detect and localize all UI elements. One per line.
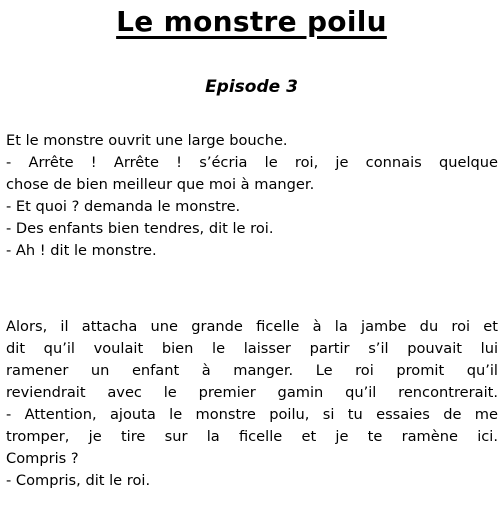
text-line: - Et quoi ? demanda le monstre.: [6, 198, 241, 215]
text-line: ramener un enfant à manger. Le roi promit qu’il: [6, 362, 498, 379]
text-line: chose de bien meilleur que moi à manger.: [6, 176, 315, 193]
text-line: tromper, je tire sur la ficelle et je te ramène ici.: [6, 428, 498, 445]
paragraph-dialogue: [6, 130, 498, 262]
text-line: dit qu’il voulait bien le laisser partir s’il pouvait lui: [6, 340, 498, 357]
text-line: Compris ?: [6, 450, 79, 467]
paragraph-narration: [6, 316, 498, 492]
text-line: - Ah ! dit le monstre.: [6, 242, 157, 259]
text-line: Alors, il attacha une grande ficelle à la jambe du roi et: [6, 318, 498, 335]
story-title: Le monstre poilu: [116, 5, 387, 38]
text-line: Et le monstre ouvrit une large bouche.: [6, 132, 288, 149]
text-line: - Arrête ! Arrête ! s’écria le roi, je connais quelque: [6, 154, 498, 171]
text-line: - Attention, ajouta le monstre poilu, si tu essaies de me: [6, 406, 498, 423]
text-line: - Compris, dit le roi.: [6, 472, 151, 489]
episode-heading: Episode 3: [205, 77, 298, 97]
text-line: reviendrait avec le premier gamin qu’il rencontrerait.: [6, 384, 498, 401]
text-line: - Des enfants bien tendres, dit le roi.: [6, 220, 274, 237]
